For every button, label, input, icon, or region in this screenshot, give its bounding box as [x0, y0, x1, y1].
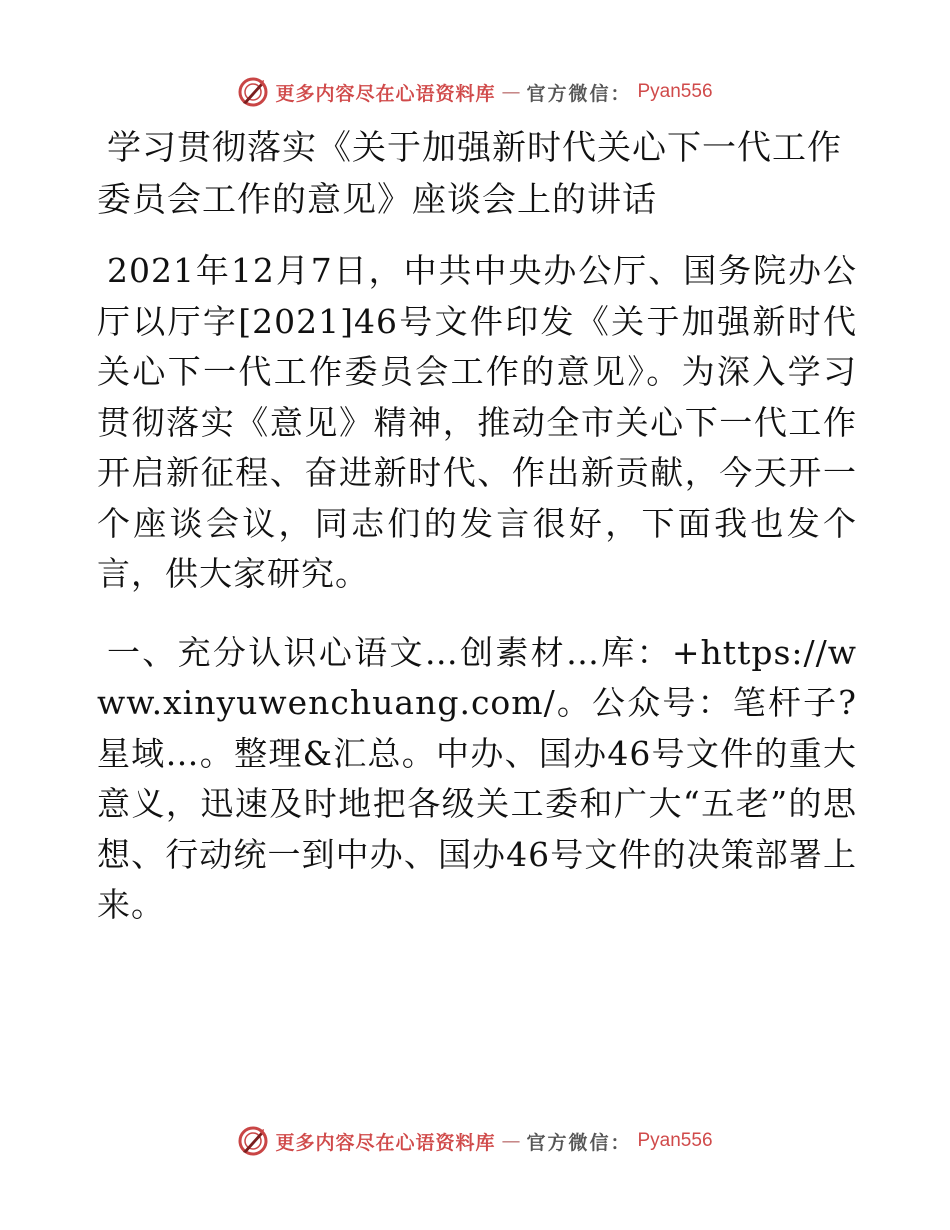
watermark-contact-label: 官方微信： [526, 1131, 632, 1154]
footer-watermark [0, 1121, 950, 1161]
paragraph-section-one: 一、充分认识心语文…创素材…库：+https://www.xinyuwenchuang.com/。公众号：笔杆子?星域…。整理&汇总。中办、国办46号文件的重大意义，迅速及时地把各级关工委和广大“五老”的思想、行动统一到中办、国办46号文件的决策部署上来。 [97, 632, 857, 924]
quill-seal-icon [237, 76, 269, 108]
header-watermark [0, 72, 950, 112]
watermark-contact-label: 官方微信： [526, 82, 632, 105]
document-body [97, 122, 857, 931]
watermark-contact-id: Pyan556 [637, 1130, 713, 1151]
watermark-separator: — [501, 81, 521, 103]
watermark-separator: — [501, 1130, 521, 1152]
watermark-brand-text: 更多内容尽在心语资料库 [275, 1131, 496, 1154]
paragraph-intro: 2021年12月7日，中共中央办公厅、国务院办公厅以厅字[2021]46号文件印发《关于加强新时代关心下一代工作委员会工作的意见》。为深入学习贯彻落实《意见》精神，推动全市关心下一代工作开启新征程、奋进新时代、作出新贡献，今天开一个座谈会议，同志们的发言很好，下面我也发个言，供大家研究。 [97, 251, 857, 593]
quill-seal-icon [237, 1125, 269, 1157]
watermark-brand-text: 更多内容尽在心语资料库 [275, 82, 496, 105]
watermark-contact-id: Pyan556 [637, 81, 713, 102]
document-title: 学习贯彻落实《关于加强新时代关心下一代工作委员会工作的意见》座谈会上的讲话 [97, 128, 842, 220]
